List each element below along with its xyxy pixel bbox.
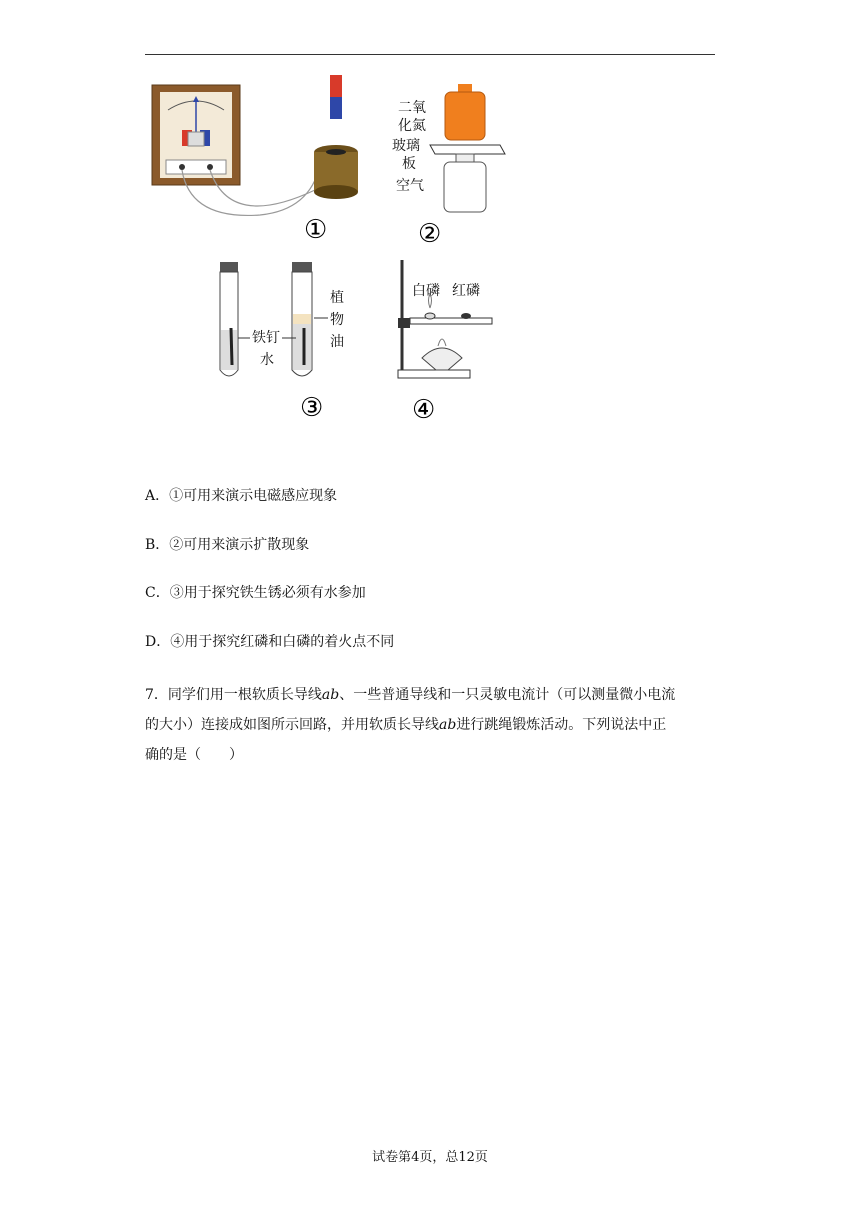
- label-oil-3: 油: [330, 334, 344, 350]
- panel-number-2: ②: [418, 219, 442, 249]
- iron-stand: [398, 260, 492, 378]
- label-air: 空气: [396, 178, 424, 194]
- panel-number-1: ①: [304, 215, 328, 245]
- experiment-figure: [140, 70, 520, 430]
- option-d[interactable]: D．④用于探究红磷和白磷的着火点不同: [145, 634, 395, 650]
- question-7-line-3: 确的是（ ）: [145, 747, 243, 763]
- galvanometer: [152, 85, 320, 215]
- label-no2-1: 二氧: [398, 100, 426, 116]
- label-oil-2: 物: [330, 312, 344, 328]
- panel-number-3: ③: [300, 393, 324, 423]
- label-oil-1: 植: [330, 290, 344, 306]
- label-white-phosphorus: 白磷: [412, 283, 440, 299]
- label-glass-2: 板: [402, 156, 416, 172]
- label-red-phosphorus: 红磷: [452, 283, 480, 299]
- question-7-line-1: 7．同学们用一根软质长导线ab、一些普通导线和一只灵敏电流计（可以测量微小电流: [145, 687, 676, 703]
- label-water: 水: [260, 352, 274, 368]
- option-a[interactable]: A．①可用来演示电磁感应现象: [145, 488, 338, 504]
- page-footer: 试卷第4页，总12页: [372, 1150, 488, 1165]
- bar-magnet: [330, 75, 342, 119]
- air-bottle: [444, 154, 486, 212]
- coil: [314, 145, 358, 199]
- label-nail: 铁钉: [252, 330, 280, 346]
- test-tube-2: [292, 262, 312, 376]
- label-glass-1: 玻璃: [392, 138, 420, 154]
- label-no2-2: 化氮: [398, 118, 426, 134]
- test-tube-1: [220, 262, 238, 376]
- panel-number-4: ④: [412, 395, 436, 425]
- glass-plate: [430, 145, 505, 154]
- header-rule: [145, 54, 715, 55]
- option-b[interactable]: B．②可用来演示扩散现象: [145, 537, 310, 553]
- question-7-line-2: 的大小）连接成如图所示回路，并用软质长导线ab进行跳绳锻炼活动。下列说法中正: [145, 717, 667, 733]
- no2-bottle: [445, 84, 485, 140]
- question-7: [145, 680, 725, 770]
- option-c[interactable]: C．③用于探究铁生锈必须有水参加: [145, 585, 366, 601]
